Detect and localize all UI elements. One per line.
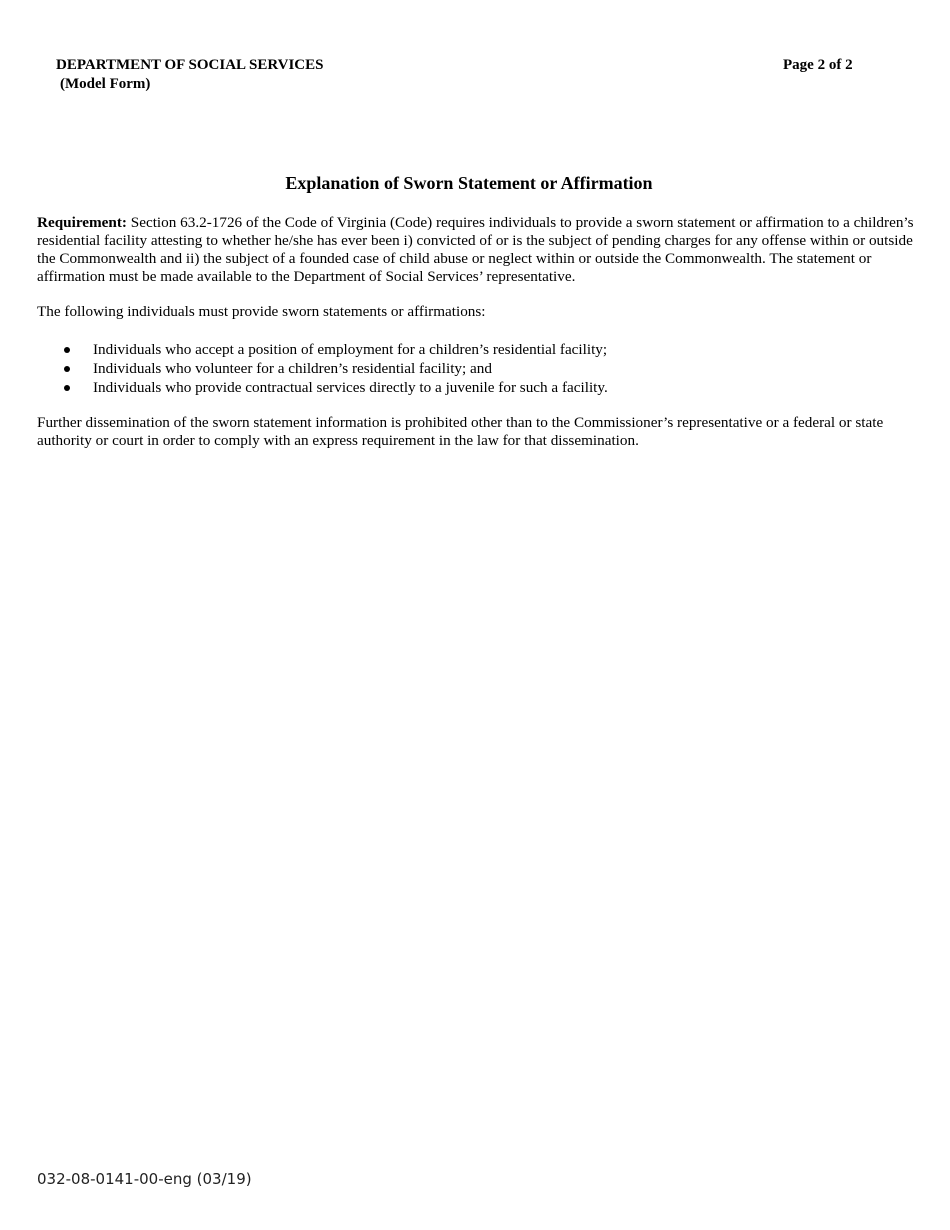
bullet-icon [64,385,70,391]
page-indicator: Page 2 of 2 [783,57,853,73]
list-item [37,378,917,397]
bullet-icon [64,366,70,372]
list-item-text: Individuals who provide contractual services directly to a juvenile for such a facility. [93,379,608,396]
form-type-label: (Model Form) [60,76,151,92]
department-header [56,56,323,94]
requirement-paragraph [37,214,917,286]
list-item-text: Individuals who accept a position of employment for a children’s residential facility; [93,341,608,358]
document-title: Explanation of Sworn Statement or Affirmation [285,173,653,193]
individuals-list [37,340,917,397]
requirement-text: Section 63.2-1726 of the Code of Virginia (Code) requires individuals to provide a sworn statement or affirmation to a children’s residential facility attesting to whether he/she has ever been i) convicted of or is the subject of pending charges for any offense within or outside the Commonwealth and ii) the subject of a founded case of child abuse or neglect within or outside the Commonwealth. The statement or affirmation must be made available to the Department of Social Services’ representative. [37,214,914,285]
dissemination-paragraph: Further dissemination of the sworn statement information is prohibited other than to the Commissioner’s representative or a federal or state authority or court in order to comply with an express requirement in the law for that dissemination. [37,414,884,449]
form-number: 032-08-0141-00-eng (03/19) [37,1170,252,1188]
requirement-label: Requirement: [37,214,127,231]
bullet-icon [64,347,70,353]
department-name: DEPARTMENT OF SOCIAL SERVICES [56,57,324,73]
list-item [37,340,917,359]
list-item [37,359,917,378]
list-item-text: Individuals who volunteer for a children’s residential facility; and [93,360,492,377]
intro-paragraph: The following individuals must provide sworn statements or affirmations: [37,303,486,320]
